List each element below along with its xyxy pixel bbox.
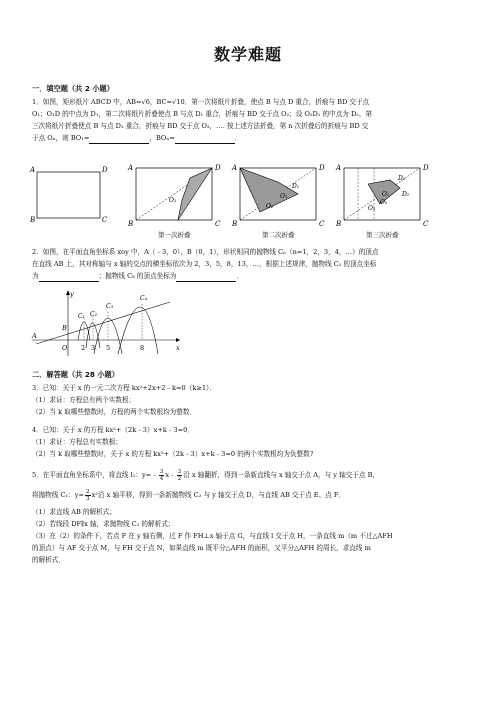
q4-line-1: 4．已知：关于 x 的方程 kx²+（2k﹣3）x+k﹣3=0．: [32, 426, 194, 434]
answer-blank: [176, 273, 236, 282]
question-3: [32, 382, 468, 418]
svg-text:C₂: C₂: [90, 311, 97, 318]
q3-line-1: 3．已知：关于 x 的一元二次方程 kx²+2x+2﹣k=0（k≥1）．: [32, 384, 216, 392]
folding-figure: [28, 158, 428, 240]
fraction: $\frac{3}{4}$: [159, 468, 164, 482]
q5-line-1: 5．在平面直角坐标系中，将直线 l₁：y=﹣ $\frac{3}{4}$ x﹣ $\frac{3}{2}$ 沿 x 轴翻折，得到一条新直线与 x 轴交于点 A，与 y 轴交于点 B，: [32, 468, 380, 482]
q3-line-2: （1）求证：方程总有两个实数根；: [32, 396, 136, 404]
q1-line-4: 于点 Oₙ，则 BO₁= ，BOₙ= ．: [32, 134, 242, 142]
svg-text:A: A: [30, 166, 36, 174]
q5-sub-3-cont: 的顶点）与 AF 交于点 M，与 FH 交于点 N，如果直线 m 既平分△AFH 的面积，又平分△AFH 的周长，求直线 m: [32, 544, 371, 552]
q5-sub-3-end: 的解析式．: [32, 556, 65, 564]
svg-text:O₁: O₁: [169, 197, 177, 204]
svg-text:D₁: D₁: [398, 175, 406, 182]
svg-text:O₃: O₃: [368, 205, 376, 212]
svg-text:B: B: [62, 324, 67, 332]
svg-text:C₄: C₄: [140, 295, 147, 302]
svg-text:B: B: [232, 220, 238, 228]
answer-blank: [89, 135, 149, 144]
q5-sub-1: （1）求直线 AB 的解析式；: [32, 508, 116, 516]
question-5: [32, 468, 468, 566]
svg-text:B: B: [128, 220, 134, 228]
fold-3-diagram: [335, 164, 429, 239]
rectangle-abcd: [37, 172, 100, 218]
svg-text:C: C: [102, 216, 108, 224]
fraction: $\frac{2}{3}$: [86, 488, 90, 502]
caption-fold-2: 第二次折叠: [262, 231, 295, 239]
section-heading-fill: 一．填空题（共 2 小题）: [32, 84, 114, 93]
q1-line-1: 1．如图，矩形纸片 ABCD 中，AB=√6，BC=√10．第一次将纸片折叠，使点 B 与点 D 重合，折痕与 BD 交于点: [32, 98, 370, 106]
svg-text:C₁: C₁: [78, 313, 85, 320]
question-1: [32, 96, 468, 144]
svg-text:C₃: C₃: [106, 303, 113, 310]
parabola-figure: [30, 288, 190, 358]
svg-text:x: x: [176, 344, 180, 352]
svg-text:O: O: [62, 344, 68, 352]
answer-blank: [175, 135, 235, 144]
q2-line-2: 在直线 AB 上，其对称轴与 x 轴的交点的横坐标依次为 2，3，5，8，13，…，根据上述规律，抛物线 C₂ 的顶点坐标: [32, 260, 377, 268]
parabola-c4: [118, 307, 158, 354]
svg-text:O₁: O₁: [382, 191, 390, 198]
svg-text:y: y: [70, 290, 74, 298]
svg-text:2: 2: [81, 344, 86, 352]
section-heading-solve: 二．解答题（共 28 小题）: [32, 370, 119, 379]
svg-text:D: D: [319, 164, 325, 172]
q1-line-3: 三次将纸片折叠使点 B 与点 D₂ 重合，折痕与 BD 交于点 O₃，…. 按上述方法折叠，第 n 次折叠后的折痕与 BD 交: [32, 122, 369, 130]
answer-blank: [39, 273, 99, 282]
q3-line-3: （2）当 k 取哪些整数时，方程的两个实数根均为整数．: [32, 408, 197, 416]
svg-text:O₂: O₂: [266, 203, 274, 210]
q4-line-3: （2）当 k 取哪些整数时，关于 x 的方程 kx²+（2k﹣3）x+k﹣3=0 的两个实数根均为负整数?: [32, 450, 314, 458]
svg-text:B: B: [30, 216, 36, 224]
svg-text:C: C: [215, 220, 221, 228]
svg-text:C: C: [423, 220, 429, 228]
q5-sub-2: （2）若线段 DF∥x 轴，求抛物线 C₂ 的解析式；: [32, 520, 175, 528]
svg-text:A: A: [232, 164, 238, 172]
svg-text:D: D: [102, 166, 108, 174]
svg-text:B: B: [336, 220, 342, 228]
svg-text:D: D: [215, 164, 221, 172]
fraction: $\frac{3}{2}$: [177, 468, 182, 482]
caption-fold-3: 第三次折叠: [366, 231, 399, 239]
svg-text:D₁: D₁: [292, 183, 300, 190]
svg-text:8: 8: [140, 344, 145, 352]
caption-fold-1: 第一次折叠: [158, 231, 191, 239]
fold-1-diagram: [127, 164, 221, 239]
q2-line-3: 为 ；抛物线 C₈ 的顶点坐标为 ．: [32, 272, 244, 280]
svg-text:5: 5: [106, 344, 111, 352]
svg-text:D₂: D₂: [402, 191, 410, 198]
svg-text:C: C: [319, 220, 325, 228]
svg-text:D: D: [423, 164, 429, 172]
svg-text:O₂: O₂: [380, 199, 388, 206]
q1-line-2: O₁；O₁D 的中点为 D₁，第二次将纸片折叠使点 B 与点 D₁ 重合，折痕与 BD 交于点 O₂；设 O₂D₁ 的中点为 D₂，第: [32, 110, 373, 118]
q5-sub-3: （3）在（2）的条件下，若点 F 在 y 轴右侧，过 F 作 FH⊥x 轴于点 G，与直线 l 交于点 H，一条直线 m（m 不过△AFH: [32, 532, 393, 540]
svg-text:A: A: [128, 164, 134, 172]
q2-line-1: 2．如图，在平面直角坐标系 xoy 中，A（﹣3，0），B（0，1），形状相同的抛物线 Cₙ（n=1，2，3，4，…）的顶点: [32, 248, 379, 256]
svg-text:A: A: [336, 164, 342, 172]
svg-text:O₁: O₁: [280, 193, 288, 200]
q5-line-2: 将抛物线 C₁：y= $\frac{2}{3}$ x²沿 x 轴平移，得到一条新抛物线 C₂ 与 y 轴交于点 D，与直线 AB 交于点 E、点 F．: [32, 488, 346, 502]
svg-text:A: A: [32, 332, 37, 340]
question-4: [32, 424, 468, 460]
question-2: [32, 246, 468, 282]
q4-line-2: （1）求证：方程总有实数根；: [32, 438, 122, 446]
page-title: 数学难题: [213, 45, 282, 64]
svg-text:3: 3: [91, 344, 96, 352]
fold-2-diagram: [231, 164, 325, 239]
